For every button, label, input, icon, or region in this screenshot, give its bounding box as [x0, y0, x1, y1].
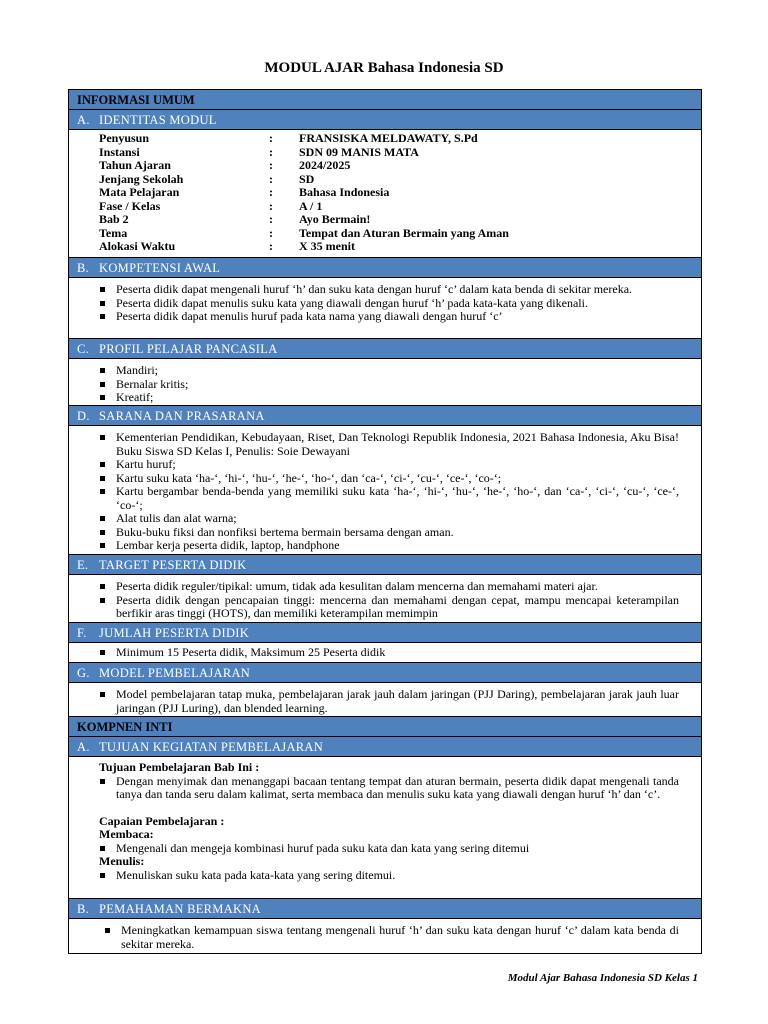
identitas-label: Mata Pelajaran — [99, 185, 180, 199]
bullet-list — [69, 919, 701, 953]
identitas-row — [99, 173, 509, 187]
section-title: IDENTITAS MODUL — [99, 113, 217, 127]
identitas-value: A / 1 — [299, 198, 323, 213]
identitas-value: Tempat dan Aturan Bermain yang Aman — [299, 225, 509, 240]
section-number: G. — [77, 666, 90, 680]
identitas-value: 2024/2025 — [299, 158, 351, 172]
list-item: Meningkatkan kemampuan siswa tentang mengenali huruf ‘h’ dan suku kata dengan huruf ‘c’ dalam kata benda di sekitar mereka. — [121, 923, 679, 951]
identitas-label: Bab 2 — [99, 212, 129, 226]
section-number: A. — [77, 740, 90, 754]
list-item: Minimum 15 Peserta didik, Maksimum 25 Peserta didik — [116, 646, 679, 660]
section-title: JUMLAH PESERTA DIDIK — [99, 626, 250, 640]
identitas-value: FRANSISKA MELDAWATY, S.Pd — [299, 131, 478, 145]
list-item: Buku-buku fiksi dan nonfiksi bertema bermain bersama dengan aman. — [116, 526, 679, 540]
tujuan-header — [69, 737, 701, 757]
list-item: Peserta didik dapat mengenali huruf ‘h’ dan suku kata dengan huruf ‘c’ dalam kata benda di sekitar mereka. — [116, 283, 679, 297]
komponen-inti-header: KOMPNEN INTI — [69, 717, 701, 737]
identitas-row — [99, 240, 509, 254]
identitas-colon: : — [269, 212, 273, 226]
tujuan-block — [69, 757, 701, 886]
identitas-label: Instansi — [99, 144, 140, 159]
kompetensi-section — [69, 278, 701, 339]
identitas-label: Fase / Kelas — [99, 198, 161, 213]
list-item: Kementerian Pendidikan, Kebudayaan, Riset, Dan Teknologi Republik Indonesia, 2021 Bahasa Indonesia, Aku Bisa! Buku Siswa SD Kelas I, Penulis: Soie Dewayani — [116, 430, 679, 458]
identitas-label: Tema — [99, 225, 128, 240]
identitas-colon: : — [269, 171, 273, 186]
informasi-umum-header: INFORMASI UMUM — [69, 90, 701, 110]
bullet-list — [99, 869, 679, 883]
section-number: E. — [77, 558, 89, 572]
tujuan-section — [69, 757, 701, 899]
section-title: MODEL PEMBELAJARAN — [99, 666, 251, 680]
list-item: Kartu suku kata ‘ha-‘, ‘hi-‘, ‘hu-‘, ‘he-‘, ‘ho-‘, dan ‘ca-‘, ‘ci-‘, ‘cu-‘, ‘ce-‘, ‘co-‘; — [116, 472, 679, 486]
target-header — [69, 555, 701, 575]
membaca-subheading: Membaca: — [99, 827, 154, 841]
identitas-label: Penyusun — [99, 131, 150, 145]
list-item: Mandiri; — [116, 364, 679, 378]
identitas-row — [99, 132, 509, 146]
pemahaman-section — [69, 919, 701, 953]
bullet-list — [69, 278, 701, 326]
section-number: B. — [77, 261, 90, 275]
identitas-label: Jenjang Sekolah — [99, 171, 184, 186]
pemahaman-header — [69, 899, 701, 919]
identitas-row — [99, 146, 509, 160]
bullet-list — [69, 359, 701, 407]
identitas-row — [99, 213, 509, 227]
menulis-subheading: Menulis: — [99, 854, 145, 868]
list-item: Peserta didik dengan pencapaian tinggi: mencerna dan memahami dengan cepat, mampu mencapai keterampilan berfikir aras tinggi (HOTS), dan memiliki keterampilan memimpin — [116, 592, 679, 620]
list-item: Kartu bergambar benda-benda yang memiliki suku kata ‘ha-‘, ‘hi-‘, ‘hu-‘, ‘he-‘, ‘ho-‘, dan ‘ca-‘, ‘ci-‘, ‘cu-‘, ‘ce-‘, ‘co-‘; — [116, 484, 679, 512]
bullet-list — [69, 683, 701, 717]
bullet-list — [69, 426, 701, 555]
list-item: Bernalar kritis; — [116, 378, 679, 392]
sarana-header — [69, 406, 701, 426]
list-item: Peserta didik dapat menulis huruf pada kata nama yang diawali dengan huruf ‘c’ — [116, 310, 679, 324]
section-number: C. — [77, 342, 90, 356]
page-footer: Modul Ajar Bahasa Indonesia SD Kelas 1 — [507, 972, 698, 984]
tujuan-subheading: Tujuan Pembelajaran Bab Ini : — [99, 760, 260, 774]
identitas-rows — [99, 132, 509, 254]
identitas-row — [99, 227, 509, 241]
section-title: TUJUAN KEGIATAN PEMBELAJARAN — [99, 740, 324, 754]
identitas-value: SDN 09 MANIS MATA — [299, 144, 419, 159]
bullet-list — [69, 643, 701, 662]
identitas-colon: : — [269, 198, 273, 213]
identitas-colon: : — [269, 185, 273, 199]
kompetensi-header — [69, 258, 701, 278]
list-item: Mengenali dan mengeja kombinasi huruf pada suku kata dan kata yang sering ditemui — [116, 842, 679, 856]
list-item: Kartu huruf; — [116, 458, 679, 472]
jumlah-header — [69, 623, 701, 643]
identitas-row — [99, 186, 509, 200]
section-number: A. — [77, 113, 90, 127]
profil-section — [69, 359, 701, 406]
identitas-value: Ayo Bermain! — [299, 212, 371, 226]
capaian-subheading: Capaian Pembelajaran : — [99, 813, 225, 828]
section-title: PEMAHAMAN BERMAKNA — [99, 902, 262, 916]
section-title: KOMPETENSI AWAL — [99, 261, 221, 275]
profil-header — [69, 339, 701, 359]
identitas-colon: : — [269, 158, 273, 172]
section-number: B. — [77, 902, 90, 916]
identitas-colon: : — [269, 144, 273, 159]
identitas-value: SD — [299, 171, 315, 186]
list-item: Dengan menyimak dan menanggapi bacaan tentang tempat dan aturan bermain, peserta didik dapat mengenali tanda tanya dan tanda seru dalam kalimat, serta membaca dan menulis suku kata yang diawali dengan huruf ‘h’ dan ‘c’. — [116, 773, 679, 801]
identitas-colon: : — [269, 131, 273, 145]
section-number: F. — [77, 626, 87, 640]
identitas-value: X 35 menit — [299, 239, 355, 253]
bullet-list — [99, 775, 679, 802]
identitas-label: Tahun Ajaran — [99, 158, 171, 172]
model-header — [69, 663, 701, 683]
bullet-list — [69, 575, 701, 623]
sarana-section — [69, 426, 701, 555]
list-item: Menuliskan suku kata pada kata-kata yang sering ditemui. — [116, 869, 679, 883]
bullet-list — [99, 842, 679, 856]
identitas-label: Alokasi Waktu — [99, 239, 176, 253]
list-item: Peserta didik reguler/tipikal: umum, tidak ada kesulitan dalam mencerna dan memahami materi ajar. — [116, 580, 679, 594]
list-item: Alat tulis dan alat warna; — [116, 512, 679, 526]
module-table — [68, 89, 702, 954]
identitas-table — [99, 132, 509, 254]
list-item: Kreatif; — [116, 391, 679, 405]
list-item: Model pembelajaran tatap muka, pembelajaran jarak jauh dalam jaringan (PJJ Daring), pembelajaran jarak jauh luar jaringan (PJJ Luring), dan blended learning. — [116, 687, 679, 715]
page-title: MODUL AJAR Bahasa Indonesia SD — [264, 60, 504, 76]
list-item: Lembar kerja peserta didik, laptop, handphone — [116, 539, 679, 553]
section-number: D. — [77, 409, 90, 423]
identitas-header — [69, 110, 701, 130]
section-title: SARANA DAN PRASARANA — [99, 409, 265, 423]
section-title: PROFIL PELAJAR PANCASILA — [99, 342, 278, 356]
list-item: Peserta didik dapat menulis suku kata yang diawali dengan huruf ‘h’ pada kata-kata yang dikenali. — [116, 297, 679, 311]
model-section — [69, 683, 701, 717]
identitas-value: Bahasa Indonesia — [299, 185, 390, 199]
identitas-colon: : — [269, 225, 273, 240]
identitas-row — [99, 200, 509, 214]
jumlah-section — [69, 643, 701, 663]
target-section — [69, 575, 701, 623]
identitas-colon: : — [269, 239, 273, 253]
identitas-row — [99, 159, 509, 173]
identitas-section — [69, 132, 701, 258]
section-title: TARGET PESERTA DIDIK — [99, 558, 247, 572]
